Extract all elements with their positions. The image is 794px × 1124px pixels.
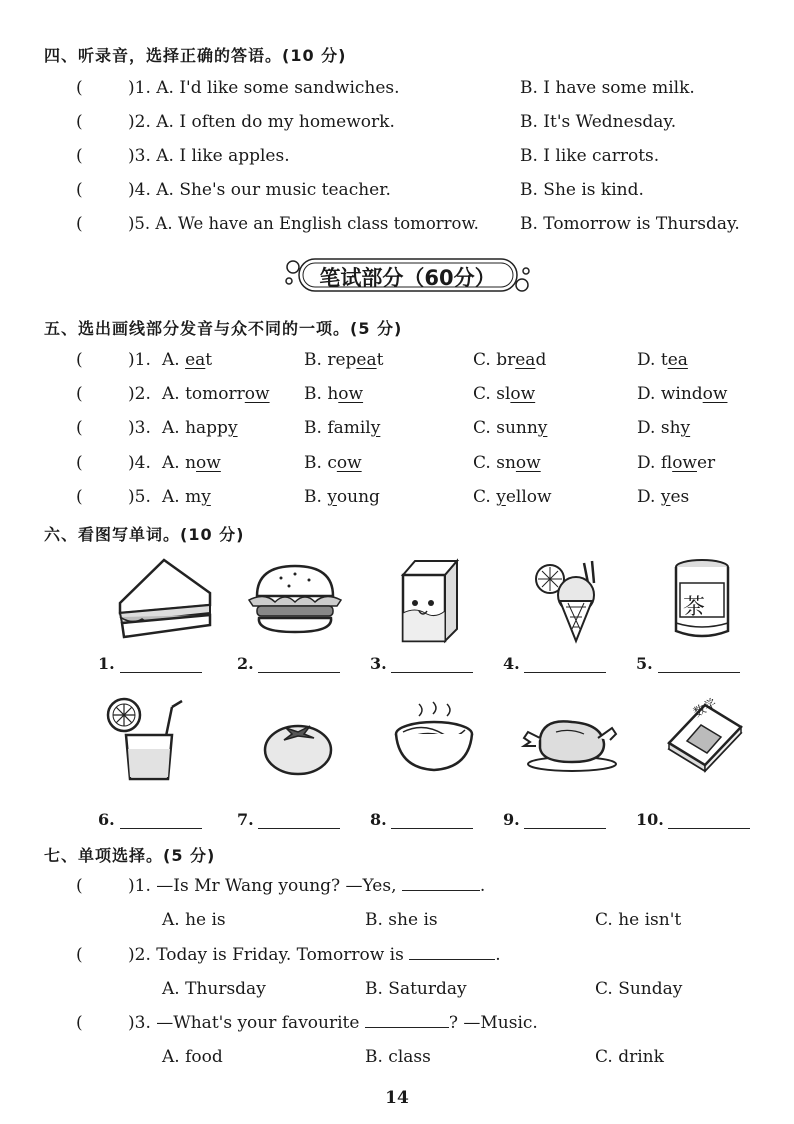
option-a[interactable]: A. food [162,1047,223,1067]
option-letter: D. [637,487,661,507]
underlined-letters: y [537,418,548,438]
word-option [162,350,212,370]
answer-blank-9[interactable] [524,814,606,829]
word-option [637,487,689,507]
answer-paren[interactable]: ( [76,1013,83,1033]
underlined-letters: ow [244,384,270,404]
word-part: ellow [505,487,552,507]
answer-paren[interactable]: ( [76,384,83,404]
book-title: 数学 [691,695,719,720]
answer-paren[interactable]: ( [76,453,83,473]
word-part: n [185,453,197,473]
tea-character: 茶 [683,595,706,620]
word-part: fl [660,453,673,473]
underlined-letters: ea [667,350,688,370]
option-a[interactable]: A. Thursday [162,979,266,999]
underlined-letters: ea [515,350,536,370]
underlined-letters: y [660,487,671,507]
word-option [162,487,211,507]
word-option [304,418,380,438]
answer-blank-6[interactable] [120,814,202,829]
question-option-b: B. Tomorrow is Thursday. [520,214,740,234]
option-letter: C. [473,350,497,370]
answer-blank-1[interactable] [120,658,202,673]
word-part: t [660,350,668,370]
underlined-letters: ow [510,384,536,404]
section6-title: 六、看图写单词。(10 分) [44,525,245,544]
question-stem: )1. —Is Mr Wang young? —Yes, [128,876,402,896]
answer-blank-2[interactable] [258,658,340,673]
question-text [128,876,485,896]
question-blank[interactable] [409,945,495,960]
option-letter: C. [473,384,497,404]
option-b[interactable]: B. class [365,1047,431,1067]
word-part: sl [496,384,511,404]
word-part: d [535,350,547,370]
question-number: )1. [128,350,151,370]
option-letter: C. [473,418,497,438]
word-part: wind [660,384,703,404]
option-letter: D. [637,418,661,438]
option-letter: B. [304,487,328,507]
answer-blank-5[interactable] [658,658,740,673]
answer-paren[interactable]: ( [76,78,83,98]
label-1: 1. [98,654,115,673]
question-option-a: )4. A. She's our music teacher. [128,180,391,200]
word-option [304,487,380,507]
question-option-a: )1. A. I'd like some sandwiches. [128,78,400,98]
option-a[interactable]: A. he is [162,910,226,930]
option-letter: C. [473,453,497,473]
word-part: happ [185,418,228,438]
answer-paren[interactable]: ( [76,876,83,896]
option-b[interactable]: B. Saturday [365,979,467,999]
option-letter: A. [162,418,186,438]
option-c[interactable]: C. drink [595,1047,664,1067]
word-part: m [185,487,202,507]
option-letter: A. [162,350,186,370]
question-stem: )2. Today is Friday. Tomorrow is [128,945,410,965]
underlined-letters: ow [338,384,364,404]
word-option [637,453,715,473]
question-option-b: B. She is kind. [520,180,644,200]
word-part: sh [660,418,681,438]
option-c[interactable]: C. Sunday [595,979,683,999]
word-part: sunn [496,418,538,438]
label-9: 9. [503,810,520,829]
answer-paren[interactable]: ( [76,180,83,200]
question-option-b: B. It's Wednesday. [520,112,677,132]
answer-paren[interactable]: ( [76,418,83,438]
word-option [473,418,547,438]
noodles-picture [393,700,475,775]
word-part: c [327,453,337,473]
question-option-a: )2. A. I often do my homework. [128,112,395,132]
question-end: . [495,945,501,965]
underlined-letters: ow [196,453,221,473]
option-letter: B. [304,418,328,438]
option-letter: B. [304,350,328,370]
word-part: es [670,487,690,507]
question-option-b: B. I like carrots. [520,146,660,166]
question-text [128,1013,538,1033]
option-letter: D. [637,350,661,370]
page-number: 14 [385,1088,409,1108]
word-part: t [205,350,213,370]
label-4: 4. [503,654,520,673]
question-text [128,945,501,965]
underlined-letters: y [201,487,211,507]
answer-blank-7[interactable] [258,814,340,829]
label-10: 10. [636,810,664,829]
underlined-letters: ea [356,350,377,370]
word-part: h [327,384,339,404]
section4-title: 四、听录音，选择正确的答语。(10 分) [44,46,347,65]
label-3: 3. [370,654,387,673]
question-option-b: B. I have some milk. [520,78,695,98]
answer-blank-4[interactable] [524,658,606,673]
label-5: 5. [636,654,653,673]
underlined-letters: ow [515,453,541,473]
section7-title: 七、单项选择。(5 分) [44,846,216,865]
word-part: famil [327,418,371,438]
sandwich-picture [112,555,217,645]
word-option [637,418,690,438]
juice-picture [102,695,192,785]
word-option [473,350,546,370]
label-7: 7. [237,810,254,829]
chicken-picture [520,708,620,773]
word-option [162,453,221,473]
label-2: 2. [237,654,254,673]
question-blank[interactable] [365,1013,449,1028]
question-number: )5. [128,487,151,507]
question-end: . [479,876,486,896]
banner-title: 笔试部分（60分） [319,266,496,290]
word-option [162,418,238,438]
word-option [473,487,552,507]
option-letter: D. [637,384,661,404]
answer-blank-3[interactable] [391,658,473,673]
answer-paren[interactable]: ( [76,146,83,166]
question-option-a: )3. A. I like apples. [128,146,290,166]
question-option-a: )5. A. We have an English class tomorrow. [128,214,479,233]
underlined-letters: y [680,418,691,438]
word-part: rep [327,350,357,370]
answer-paren[interactable]: ( [76,350,83,370]
word-part: tomorr [185,384,245,404]
word-option [304,350,383,370]
option-letter: D. [637,453,661,473]
question-number: )2. [128,384,151,404]
question-end: ? —Music. [448,1013,538,1033]
underlined-letters: y [496,487,506,507]
word-option [637,384,727,404]
answer-paren[interactable]: ( [76,112,83,132]
option-letter: B. [304,384,328,404]
word-part: sn [496,453,516,473]
option-letter: A. [162,384,186,404]
hamburger-picture [245,562,345,637]
ice-cream-picture [530,555,610,645]
word-part: br [496,350,516,370]
milk-carton-picture [395,555,465,645]
underlined-letters: ow [672,453,697,473]
option-letter: B. [304,453,328,473]
underlined-letters: y [327,487,337,507]
word-part: er [696,453,716,473]
answer-blank-10[interactable] [668,814,750,829]
word-option [304,453,362,473]
answer-paren[interactable]: ( [76,214,83,234]
question-stem: )3. —What's your favourite [128,1013,365,1033]
word-part: oung [336,487,380,507]
option-letter: C. [473,487,497,507]
option-c[interactable]: C. he isn't [595,910,682,930]
word-option [304,384,363,404]
word-option [473,384,535,404]
answer-blank-8[interactable] [391,814,473,829]
question-blank[interactable] [402,876,480,891]
word-option [473,453,541,473]
answer-paren[interactable]: ( [76,487,83,507]
underlined-letters: ow [702,384,728,404]
option-letter: A. [162,487,186,507]
underlined-letters: y [227,418,238,438]
question-number: )4. [128,453,151,473]
section5-title: 五、选出画线部分发音与众不同的一项。(5 分) [44,319,403,338]
label-8: 8. [370,810,387,829]
word-part: t [376,350,384,370]
word-option [637,350,688,370]
label-6: 6. [98,810,115,829]
option-b[interactable]: B. she is [365,910,438,930]
underlined-letters: ow [336,453,362,473]
tomato-picture [262,718,334,776]
option-letter: A. [162,453,186,473]
word-option [162,384,270,404]
answer-paren[interactable]: ( [76,945,83,965]
question-number: )3. [128,418,151,438]
underlined-letters: y [370,418,381,438]
underlined-letters: ea [185,350,206,370]
